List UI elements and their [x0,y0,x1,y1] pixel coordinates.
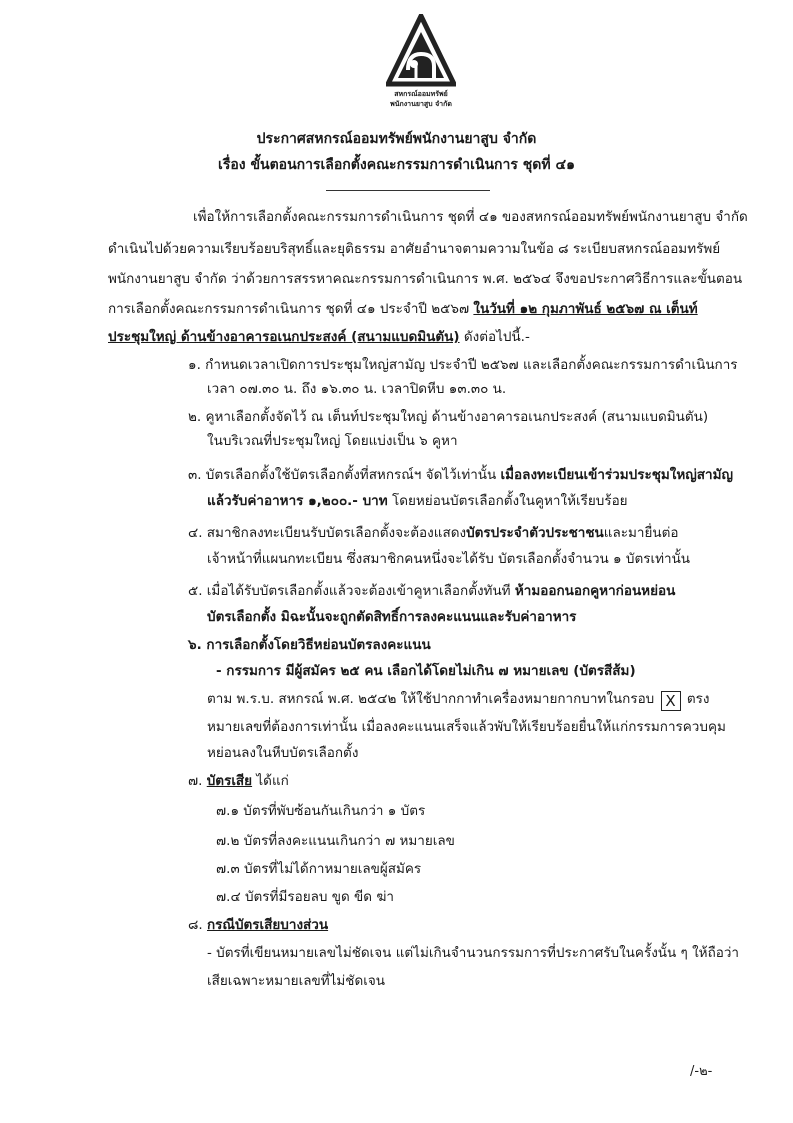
item-3-line-2 [207,492,628,510]
coop-emblem-icon [386,14,456,88]
item-4-line-1 [188,524,678,542]
item-7-number: ๗. [188,773,207,789]
item-3-text-2: โดยหย่อนบัตรเลือกตั้งในคูหาให้เรียบร้อย [387,493,628,509]
item-1-line-1: ๑. กำหนดเวลาเปิดการประชุมใหญ่สามัญ ประจำปี ๒๕๖๗ และเลือกตั้งคณะกรรมการดำเนินการ [188,357,738,373]
intro-line-3: พนักงานยาสูบ จำกัด ว่าด้วยการสรรหาคณะกรรมการดำเนินการ พ.ศ. ๒๕๖๔ จึงขอประกาศวิธีการและขั้นตอน [108,271,743,287]
item-5-bold: ห้ามออกนอกคูหาก่อนหย่อน [514,583,676,599]
item-4-text-2: และมายื่นต่อ [603,525,679,541]
logo-subname: พนักงานยาสูบ จำกัด [390,100,452,108]
intro-line-2: ดำเนินไปด้วยความเรียบร้อยบริสุทธิ์และยุติธรรม อาศัยอำนาจตามความในข้อ ๘ ระเบียบสหกรณ์ออมทรัพย์ [108,241,721,257]
item-8-heading [188,916,328,934]
coop-logo [376,14,466,112]
intro-line-4-text: การเลือกตั้งคณะกรรมการดำเนินการ ชุดที่ ๔๑ ประจำปี ๒๕๖๗ [108,301,474,317]
intro-line-5 [108,328,530,346]
election-date: ในวันที่ ๑๒ กุมภาพันธ์ ๒๕๖๗ ณ เต็นท์ [473,301,698,317]
item-2-line-2: ในบริเวณที่ประชุมใหญ่ โดยแบ่งเป็น ๖ คูหา [207,433,458,449]
item-3-bold: เมื่อลงทะเบียนเข้าร่วมประชุมใหญ่สามัญ [500,467,734,483]
item-7-text: ได้แก่ [252,773,289,789]
item-4-text: ๔. สมาชิกลงทะเบียนรับบัตรเลือกตั้งจะต้องแสดง [188,525,467,541]
item-8-number: ๘. [188,917,207,933]
item-5-line-1 [188,582,675,600]
item-3-text: ๓. บัตรเลือกตั้งใช้บัตรเลือกตั้งที่สหกรณ์ฯ จัดไว้เท่านั้น [188,467,501,483]
intro-line-1: เพื่อให้การเลือกตั้งคณะกรรมการดำเนินการ ชุดที่ ๔๑ ของสหกรณ์ออมทรัพย์พนักงานยาสูบ จำกัด [193,209,748,225]
item-7-3: ๗.๓ บัตรที่ไม่ได้กาหมายเลขผู้สมัคร [216,861,422,877]
partial-spoiled-label: กรณีบัตรเสียบางส่วน [207,917,329,933]
item-7-heading [188,772,289,790]
item-1-line-2: เวลา ๐๗.๓๐ น. ถึง ๑๖.๓๐ น. เวลาปิดหีบ ๑๓.๓๐ น. [207,381,507,397]
item-7-4: ๗.๔ บัตรที่มีรอยลบ ขูด ขีด ฆ่า [216,889,394,905]
page-title: ประกาศสหกรณ์ออมทรัพย์พนักงานยาสูบ จำกัด [256,131,537,147]
election-venue: ประชุมใหญ่ ด้านข้างอาคารอเนกประสงค์ (สนามแบดมินตัน) [108,329,460,345]
id-card-label: บัตรประจำตัวประชาชน [466,525,604,541]
intro-line-5-text: ดังต่อไปนี้.- [459,329,530,345]
logo-name: สหกรณ์ออมทรัพย์ [394,90,448,98]
item-7-2: ๗.๒ บัตรที่ลงคะแนนเกินกว่า ๗ หมายเลข [216,833,455,849]
x-mark-box: X [661,691,681,711]
page-subject: เรื่อง ขั้นตอนการเลือกตั้งคณะกรรมการดำเนินการ ชุดที่ ๔๑ [218,157,575,173]
item-7-1: ๗.๑ บัตรที่พับซ้อนกันเกินกว่า ๑ บัตร [216,803,426,819]
item-2-line-1: ๒. คูหาเลือกตั้งจัดไว้ ณ เต็นท์ประชุมใหญ่ ด้านข้างอาคารอเนกประสงค์ (สนามแบดมินตัน) [188,409,709,425]
item-5-line-2: บัตรเลือกตั้ง มิฉะนั้นจะถูกตัดสิทธิ์การลงคะแนนและรับค่าอาหาร [207,609,577,625]
title-divider [326,190,490,191]
item-5-text: ๕. เมื่อได้รับบัตรเลือกตั้งแล้วจะต้องเข้าคูหาเลือกตั้งทันที [188,583,515,599]
item-6-candidates: - กรรมการ มีผู้สมัคร ๒๕ คน เลือกได้โดยไม่เกิน ๗ หมายเลข (บัตรสีส้ม) [216,663,636,679]
item-6-line-5: หย่อนลงในหีบบัตรเลือกตั้ง [207,745,359,761]
page-number: /-๒- [690,1064,713,1079]
item-6-line-3 [207,690,709,711]
item-6-text-2: ตรง [686,691,710,707]
spoiled-ballot-label: บัตรเสีย [206,773,253,789]
item-6-heading: ๖. การเลือกตั้งโดยวิธีหย่อนบัตรลงคะแนน [188,637,431,653]
item-8-line-3: เสียเฉพาะหมายเลขที่ไม่ชัดเจน [207,973,385,989]
item-4-line-2: เจ้าหน้าที่แผนกทะเบียน ซึ่งสมาชิกคนหนึ่งจะได้รับ บัตรเลือกตั้งจำนวน ๑ บัตรเท่านั้น [207,551,691,567]
item-6-line-4: หมายเลขที่ต้องการเท่านั้น เมื่อลงคะแนนเสร็จแล้วพับให้เรียบร้อยยื่นให้แก่กรรมการควบคุม [207,719,726,735]
item-8-line-2: - บัตรที่เขียนหมายเลขไม่ชัดเจน แต่ไม่เกินจำนวนกรรมการที่ประกาศรับในครั้งนั้น ๆ ให้ถือว่า [207,945,740,961]
item-3-line-1 [188,466,733,484]
intro-line-4 [108,300,698,318]
item-6-text: ตาม พ.ร.บ. สหกรณ์ พ.ศ. ๒๕๔๒ ให้ใช้ปากกาทำเครื่องหมายกากบาทในกรอบ [207,691,655,707]
meal-allowance: แล้วรับค่าอาหาร ๑,๒๐๐.- บาท [207,493,388,509]
